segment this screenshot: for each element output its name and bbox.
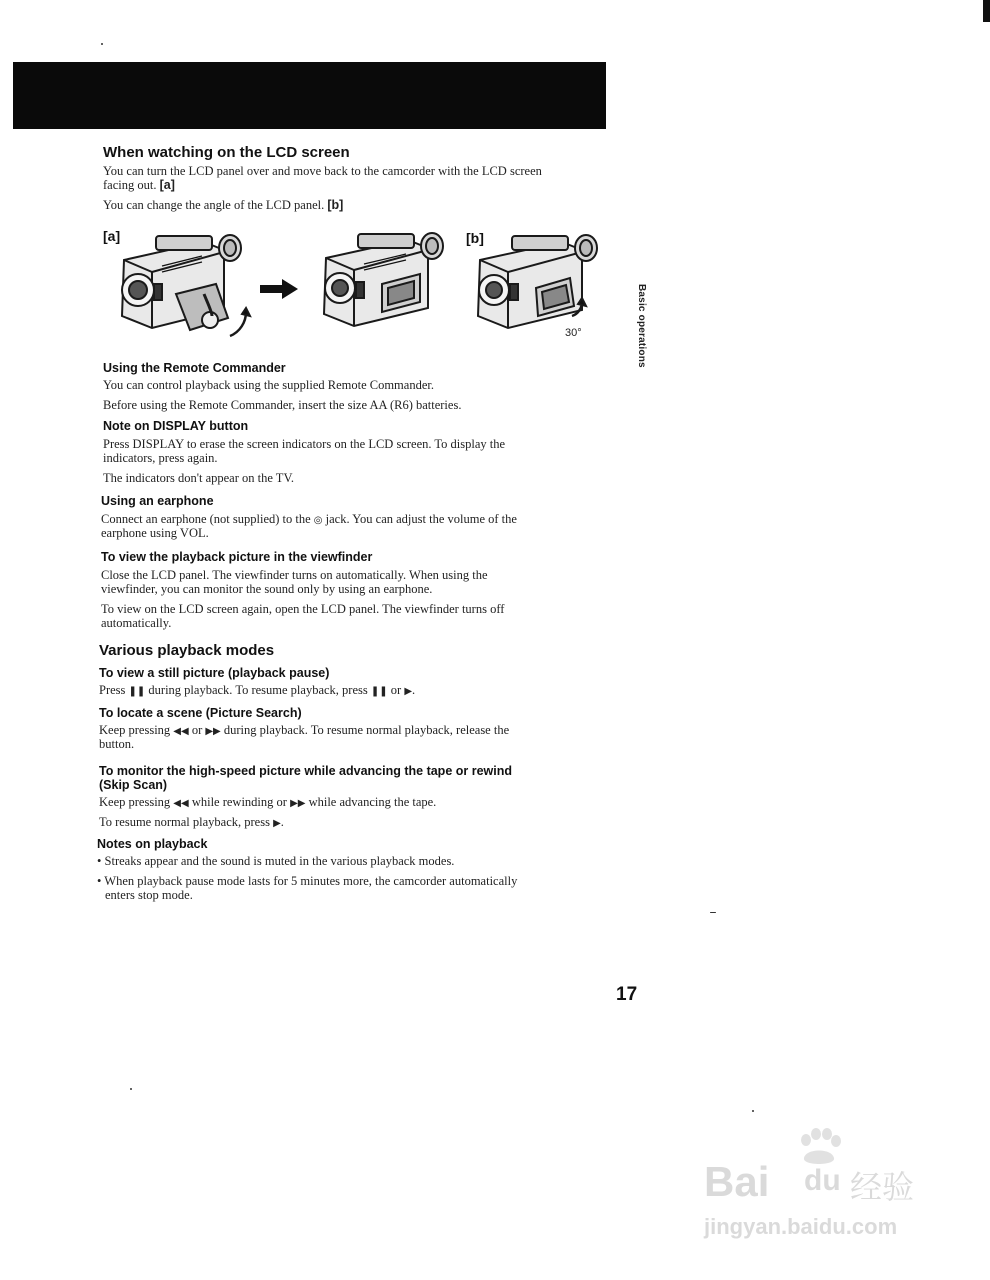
search-text-b: or: [188, 723, 206, 737]
modes-heading: Various playback modes: [99, 642, 275, 659]
earphone-jack-icon: ◎: [313, 515, 323, 526]
notes-bullet-1: • Streaks appear and the sound is muted in the various playback modes.: [97, 854, 455, 868]
lcd-line2-text: facing out.: [103, 178, 160, 192]
display-line1: Press DISPLAY to erase the screen indicators on the LCD screen. To display the: [103, 437, 506, 451]
notes-bullet-2-text: When playback pause mode lasts for 5 minutes more, the camcorder automatically: [104, 874, 518, 888]
still-heading: To view a still picture (playback pause): [99, 666, 330, 680]
search-text-c: during playback. To resume normal playback, release the: [220, 723, 510, 737]
paw-logo-icon: [796, 1128, 842, 1168]
figure-label-b: [b]: [466, 230, 484, 246]
arrow-right-icon: [258, 278, 300, 300]
scan-speck: [752, 1110, 754, 1112]
watermark: [700, 1128, 940, 1248]
earphone-line2: earphone using VOL.: [101, 526, 209, 540]
search-heading: To locate a scene (Picture Search): [99, 706, 302, 720]
skip-text-c: while advancing the tape.: [305, 795, 437, 809]
viewfinder-line3: To view on the LCD screen again, open the LCD panel. The viewfinder turns off: [101, 602, 505, 616]
viewfinder-line4: automatically.: [101, 616, 172, 630]
play-icon: ▶: [404, 686, 413, 697]
camcorder-illustration-b: [470, 230, 600, 340]
lcd-heading: When watching on the LCD screen: [103, 144, 350, 161]
search-line2: button.: [99, 737, 135, 751]
still-text-a: Press: [99, 683, 129, 697]
notes-bullet-1-text: Streaks appear and the sound is muted in the various playback modes.: [104, 854, 455, 868]
skip-line2: [99, 815, 284, 831]
remote-heading: Using the Remote Commander: [103, 361, 286, 375]
fast-forward-icon: ▶▶: [290, 798, 306, 809]
remote-line1: You can control playback using the supplied Remote Commander.: [103, 378, 434, 392]
lcd-ref-b: [b]: [327, 198, 344, 212]
earphone-line1b: jack. You can adjust the volume of the: [322, 512, 517, 526]
camcorder-illustration-closed: [316, 228, 446, 338]
earphone-line1a: Connect an earphone (not supplied) to the: [101, 512, 314, 526]
still-text-b: during playback. To resume playback, press: [145, 683, 371, 697]
skip-line2-text: To resume normal playback, press: [99, 815, 274, 829]
remote-line2: Before using the Remote Commander, insert the size AA (R6) batteries.: [103, 398, 462, 412]
lcd-line2: [103, 178, 175, 192]
figure-label-a: [a]: [103, 228, 121, 244]
viewfinder-line1: Close the LCD panel. The viewfinder turns on automatically. When using the: [101, 568, 488, 582]
watermark-brand-du: du: [804, 1164, 841, 1197]
watermark-brand: Bai: [704, 1158, 770, 1205]
skip-text-b: while rewinding or: [188, 795, 291, 809]
skip-heading-2: (Skip Scan): [99, 778, 168, 792]
camcorder-illustration-a: [112, 228, 252, 348]
display-line2: indicators, press again.: [103, 451, 218, 465]
watermark-url: jingyan.baidu.com: [704, 1214, 898, 1239]
display-line3: The indicators don't appear on the TV.: [103, 471, 294, 485]
lcd-ref-a: [a]: [159, 178, 175, 192]
rewind-icon: ◀◀: [173, 726, 189, 737]
notes-bullet-2: • When playback pause mode lasts for 5 minutes more, the camcorder automatically: [97, 874, 518, 888]
scan-speck: [710, 912, 716, 913]
play-icon: ▶: [273, 818, 281, 829]
still-line: [99, 683, 415, 699]
lcd-line3-text: You can change the angle of the LCD panel.: [103, 198, 328, 212]
viewfinder-heading: To view the playback picture in the viewfinder: [101, 550, 373, 564]
scan-speck: [101, 43, 103, 45]
pause-icon: ❚❚: [128, 686, 146, 697]
skip-line2-end: .: [280, 815, 284, 829]
lcd-line3: [103, 198, 343, 212]
notes-bullet-2-cont: enters stop mode.: [105, 888, 193, 902]
scan-speck: [130, 1088, 132, 1090]
lcd-line1: You can turn the LCD panel over and move back to the camcorder with the LCD screen: [103, 164, 542, 178]
fast-forward-icon: ▶▶: [205, 726, 221, 737]
side-tab: Basic operations: [636, 284, 647, 368]
header-black-bar: [13, 62, 606, 129]
notes-heading: Notes on playback: [97, 837, 208, 851]
display-heading: Note on DISPLAY button: [103, 419, 249, 433]
rewind-icon: ◀◀: [173, 798, 189, 809]
earphone-heading: Using an earphone: [101, 494, 214, 508]
angle-label: 30°: [565, 327, 582, 339]
still-text-d: .: [412, 683, 416, 697]
search-text-a: Keep pressing: [99, 723, 174, 737]
skip-text-a: Keep pressing: [99, 795, 174, 809]
page-number: 17: [616, 984, 638, 1005]
skip-line1: [99, 795, 436, 811]
still-text-c: or: [387, 683, 405, 697]
watermark-cn: 经验: [850, 1168, 915, 1206]
skip-heading-1: To monitor the high-speed picture while advancing the tape or rewind: [99, 764, 513, 778]
pause-icon: ❚❚: [370, 686, 388, 697]
search-line1: [99, 723, 509, 739]
corner-mark: [983, 0, 990, 22]
viewfinder-line2: viewfinder, you can monitor the sound only by using an earphone.: [101, 582, 433, 596]
